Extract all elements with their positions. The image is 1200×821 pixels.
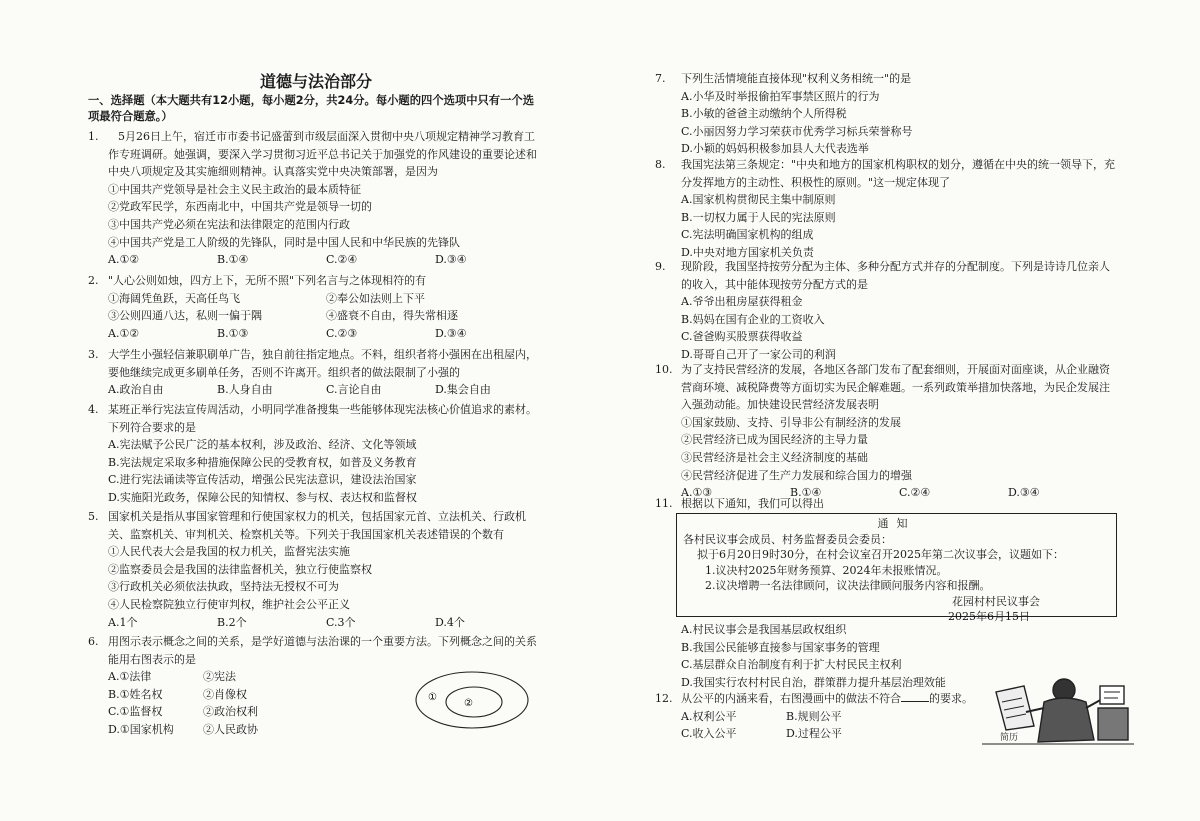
question-number: 6.	[88, 635, 99, 648]
option-row	[108, 614, 544, 632]
question-text: 我国宪法第三条规定："中央和地方的国家机构职权的划分，遵循在中央的统一领导下，充分发挥地方的主动性、积极性的原则。"这一规定体现了	[681, 158, 1116, 189]
option-b[interactable]: B.①③	[217, 326, 249, 340]
statement-row	[108, 307, 544, 325]
cartoon-image	[978, 668, 1138, 748]
option-a-term-1: A.①法律	[108, 670, 152, 684]
option-b[interactable]: B.我国公民能够直接参与国家事务的管理	[681, 640, 880, 654]
option-b[interactable]: B.人身自由	[217, 383, 273, 397]
question-text: 根据以下通知，我们可以得出	[681, 497, 824, 510]
page-title: 道德与法治部分	[259, 72, 372, 91]
option-c[interactable]: C.言论自由	[326, 383, 382, 397]
option-b-term-2: ②肖像权	[203, 687, 247, 701]
option-c[interactable]: C.收入公平	[681, 727, 737, 741]
option-b[interactable]: B.妈妈在国有企业的工资收入	[681, 312, 825, 326]
question-number: 2.	[88, 274, 99, 287]
option-d[interactable]: D.过程公平	[786, 727, 842, 741]
option-b[interactable]: B.①④	[217, 253, 249, 267]
option-d[interactable]	[108, 721, 298, 739]
statement: ④盛衰不自由，得失常相逐	[326, 309, 458, 323]
statement: ③民营经济是社会主义经济制度的基础	[681, 450, 868, 464]
notice-box	[676, 513, 1117, 623]
question-number: 4.	[88, 403, 99, 416]
option-d[interactable]: D.③④	[1008, 486, 1040, 500]
question-text: 某班正举行宪法宣传周活动，小明同学准备搜集一些能够体现宪法核心价值追求的素材。下列符合要求的是	[108, 403, 537, 434]
question-text-after: 的要求。	[929, 692, 973, 705]
option-a[interactable]: A.权利公平	[681, 709, 737, 723]
option-c[interactable]: C.3个	[326, 615, 356, 629]
notice-point: 2.议决增聘一名法律顾问，议决法律顾问服务内容和报酬。	[705, 579, 991, 592]
question-5	[88, 508, 544, 631]
question-3	[88, 346, 544, 399]
statement: ③行政机关必须依法执政，坚持法无授权不可为	[108, 580, 339, 594]
option-d-term-2: ②人民政协	[203, 722, 258, 736]
option-row	[108, 325, 544, 343]
statement: ①中国共产党领导是社会主义民主政治的最本质特征	[108, 182, 361, 196]
option-b[interactable]	[108, 686, 298, 704]
question-number: 8.	[655, 158, 666, 171]
option-d[interactable]: D.③④	[435, 253, 467, 267]
statement: ②党政军民学，东西南北中，中国共产党是领导一切的	[108, 200, 372, 214]
label-2: ②	[464, 698, 473, 709]
option-c[interactable]: C.宪法明确国家机构的组成	[681, 228, 814, 242]
notice-point: 1.议决村2025年财务预算、2024年未报账情况。	[705, 563, 948, 577]
question-text: 为了支持民营经济的发展，各地区各部门发布了配套细则，开展面对面座谈，从企业融资营商环境、减税降费等方面切实为民企解难题。一系列政策举措加快落地，为民企发展注入强劲动能。加快建设民营经济发展表明	[681, 363, 1110, 412]
option-b[interactable]: B.小敏的爸爸主动缴纳个人所得税	[681, 107, 847, 121]
notice-heading: 通知	[877, 517, 916, 530]
option-c[interactable]: C.基层群众自治制度有利于扩大村民民主权利	[681, 658, 902, 672]
option-c[interactable]: C.②③	[326, 326, 358, 340]
option-a[interactable]: A.小华及时举报偷拍军事禁区照片的行为	[681, 89, 880, 103]
question-number: 1.	[88, 130, 99, 143]
question-number: 5.	[88, 510, 99, 523]
option-a[interactable]: A.宪法赋予公民广泛的基本权利，涉及政治、经济、文化等领域	[108, 438, 417, 452]
option-d[interactable]: D.我国实行农村村民自治，群策群力提升基层治理效能	[681, 675, 946, 689]
section-heading: 一、选择题（本大题共有12小题，每小题2分，共24分。每小题的四个选项中只有一个选项最符合题意。）	[88, 94, 534, 123]
option-a[interactable]: A.①②	[108, 326, 140, 340]
option-a[interactable]: A.①③	[681, 486, 713, 500]
question-number: 7.	[655, 72, 666, 85]
statement: ①国家鼓励、支持、引导非公有制经济的发展	[681, 415, 901, 429]
cartoon-sign-text: 简历	[1000, 733, 1019, 743]
option-a[interactable]: A.①②	[108, 253, 140, 267]
question-1	[88, 128, 544, 269]
option-b[interactable]: B.宪法规定采取多种措施保障公民的受教育权，如普及义务教育	[108, 455, 417, 469]
option-b[interactable]: B.一切权力属于人民的宪法原则	[681, 210, 836, 224]
question-text	[681, 690, 985, 708]
question-text: 现阶段，我国坚持按劳分配为主体、多种分配方式并存的分配制度。下列是诗诗几位亲人的收入，其中能体现按劳分配方式的是	[681, 260, 1110, 291]
option-d[interactable]: D.小颖的妈妈积极参加县人大代表选举	[681, 142, 869, 156]
question-text: 大学生小强轻信兼职刷单广告，独自前往指定地点。不料，组织者将小强困在出租屋内，要他继续完成更多刷单任务，否则不许离开。组织者的做法限制了小强的	[108, 348, 537, 379]
option-b[interactable]: B.2个	[217, 615, 247, 629]
option-d-term-1: D.①国家机构	[108, 722, 174, 736]
statement: ④人民检察院独立行使审判权，维护社会公平正义	[108, 597, 350, 611]
option-c[interactable]: C.②④	[326, 253, 358, 267]
question-text: 用图示表示概念之间的关系，是学好道德与法治课的一个重要方法。下列概念之间的关系能用右图表示的是	[108, 635, 537, 666]
option-row	[108, 381, 544, 399]
question-number: 9.	[655, 260, 666, 273]
question-text: 国家机关是指从事国家管理和行使国家权力的机关，包括国家元首、立法机关、行政机关、监察机关、审判机关、检察机关等。下列关于我国国家机关表述错误的个数有	[108, 510, 526, 541]
statement-row	[108, 290, 544, 308]
option-a[interactable]: A.爷爷出租房屋获得租金	[681, 295, 803, 309]
option-c-term-2: ②政治权利	[203, 705, 258, 719]
option-c[interactable]: C.进行宪法诵读等宣传活动，增强公民宪法意识，建设法治国家	[108, 473, 417, 487]
option-d[interactable]: D.中央对地方国家机关负责	[681, 245, 814, 259]
notice-date: 2025年6月15日	[948, 610, 1030, 623]
question-number: 3.	[88, 348, 99, 361]
question-10	[655, 361, 1117, 502]
question-9	[655, 258, 1117, 364]
option-a[interactable]: A.政治自由	[108, 383, 164, 397]
question-text: 5月26日上午，宿迁市市委书记盛蕾到市级层面深入贯彻中央八项规定精神学习教育工作专班调研。她强调，要深入学习贯彻习近平总书记关于加强党的作风建设的重要论述和中央八项规定及其实施细则精神。认真落实党中央决策部署，是因为	[108, 130, 537, 179]
question-number: 11.	[655, 497, 673, 510]
notice-recipients: 各村民议事会成员、村务监督委员会委员：	[683, 532, 892, 546]
option-c-term-1: C.①监督权	[108, 705, 163, 719]
option-c[interactable]: C.爸爸购买股票获得收益	[681, 330, 803, 344]
option-a[interactable]: A.1个	[108, 615, 138, 629]
option-b[interactable]: B.①④	[790, 486, 822, 500]
inner-ellipse	[446, 687, 502, 717]
question-12	[655, 690, 985, 743]
statement: ③中国共产党必须在宪法和法律限定的范围内行政	[108, 217, 350, 231]
answer-blank	[901, 691, 929, 702]
concept-diagram	[412, 668, 532, 732]
question-2	[88, 272, 544, 342]
statement: ①海阔凭鱼跃，天高任鸟飞	[108, 291, 240, 305]
option-a[interactable]	[108, 668, 298, 686]
option-row	[108, 251, 544, 269]
option-d[interactable]: D.实施阳光政务，保障公民的知情权、参与权、表达权和监督权	[108, 490, 417, 504]
statement: ①人民代表大会是我国的权力机关，监督宪法实施	[108, 545, 350, 559]
option-d[interactable]: D.③④	[435, 326, 467, 340]
label-1: ①	[428, 692, 437, 703]
statement: ②监察委员会是我国的法律监督机关，独立行使监察权	[108, 562, 372, 576]
question-number: 12.	[655, 692, 673, 705]
option-c[interactable]: C.②④	[899, 486, 931, 500]
option-row	[681, 708, 891, 726]
option-a[interactable]: A.村民议事会是我国基层政权组织	[681, 623, 847, 636]
question-11	[655, 495, 1117, 513]
question-4	[88, 401, 544, 507]
option-b[interactable]: B.规则公平	[786, 709, 842, 723]
question-8	[655, 156, 1117, 262]
notice-body: 拟于6月20日9时30分，在村会议室召开2025年第二次议事会，议题如下：	[697, 548, 1064, 561]
option-row	[681, 725, 891, 743]
option-d[interactable]: D.4个	[435, 615, 465, 629]
option-a-term-2: ②宪法	[203, 670, 236, 684]
statement: ③公则四通八达，私则一偏于隅	[108, 309, 262, 323]
statement: ②奉公如法则上下平	[326, 291, 425, 305]
question-number: 10.	[655, 363, 673, 376]
option-a[interactable]: A.国家机构贯彻民主集中制原则	[681, 193, 836, 207]
option-c[interactable]	[108, 703, 298, 721]
question-text: 下列生活情境能直接体现"权利义务相统一"的是	[681, 72, 912, 85]
question-7	[655, 70, 1125, 158]
option-d[interactable]: D.集会自由	[435, 383, 491, 397]
statement: ④中国共产党是工人阶级的先锋队，同时是中国人民和中华民族的先锋队	[108, 235, 460, 249]
notice-signature: 花园村村民议事会	[952, 594, 1040, 608]
option-d[interactable]: D.哥哥自己开了一家公司的利润	[681, 347, 836, 361]
question-text-before: 从公平的内涵来看，右图漫画中的做法不符合	[681, 692, 901, 705]
option-c[interactable]: C.小丽因努力学习荣获市优秀学习标兵荣誉称号	[681, 124, 913, 138]
option-b-term-1: B.①姓名权	[108, 687, 163, 701]
statement: ④民营经济促进了生产力发展和综合国力的增强	[681, 468, 912, 482]
question-text: "人心公则如烛，四方上下，无所不照"下列名言与之体现相符的有	[108, 274, 427, 287]
statement: ②民营经济已成为国民经济的主导力量	[681, 433, 868, 447]
